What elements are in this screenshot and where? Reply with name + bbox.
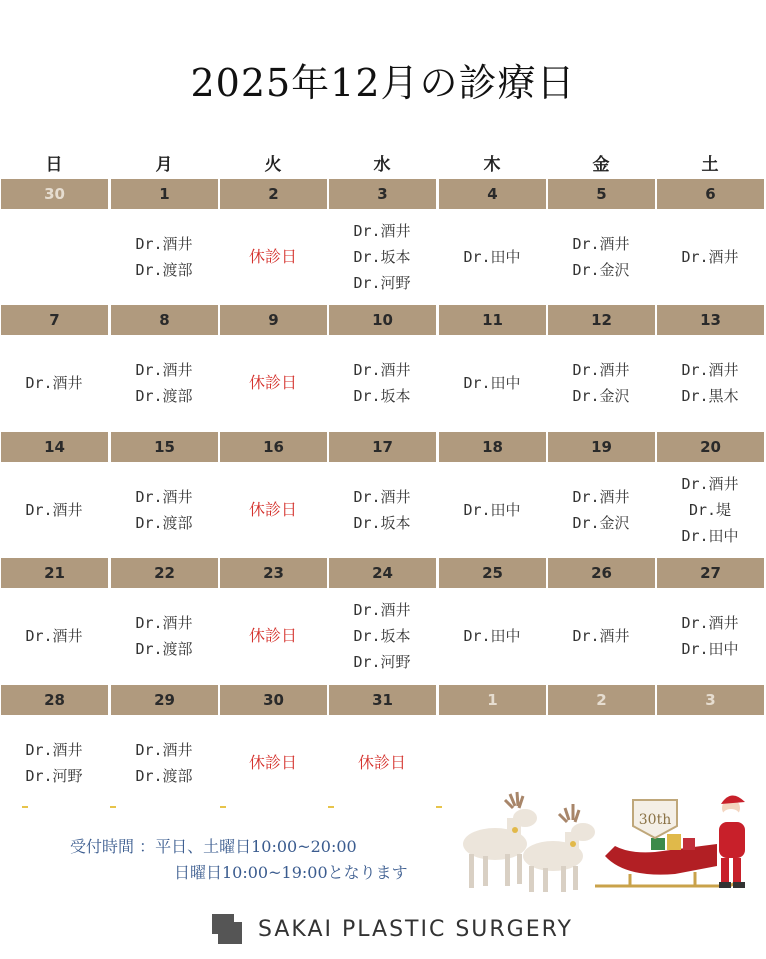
day-cell <box>328 209 436 305</box>
day-cell <box>547 462 655 558</box>
doctor-name: Dr.酒井 <box>572 627 630 645</box>
doctor-name: Dr.酒井 <box>353 222 411 240</box>
doctor-name: Dr.金沢 <box>572 514 630 532</box>
closed-day-label: 休診日 <box>248 753 297 772</box>
day-cell <box>328 462 436 558</box>
day-number: 1 <box>439 685 546 715</box>
day-cell <box>0 335 108 431</box>
day-cell <box>328 715 436 811</box>
doctor-name: Dr.田中 <box>681 527 739 545</box>
day-number: 5 <box>548 179 655 209</box>
sleigh-icon <box>595 834 737 886</box>
day-cell <box>219 335 327 431</box>
doctor-name: Dr.酒井 <box>25 741 83 759</box>
closed-day-label: 休診日 <box>248 500 297 519</box>
day-number: 23 <box>220 558 327 588</box>
anniversary-badge-text: 30th <box>638 812 672 828</box>
divider-dash <box>436 806 442 808</box>
day-cell <box>438 209 546 305</box>
doctor-name: Dr.酒井 <box>135 361 193 379</box>
reception-hours <box>70 834 408 886</box>
doctor-name: Dr.酒井 <box>353 361 411 379</box>
doctor-name: Dr.黒木 <box>681 387 739 405</box>
day-number: 11 <box>439 305 546 335</box>
reindeer-icon <box>463 792 537 888</box>
day-number: 6 <box>657 179 764 209</box>
doctor-name: Dr.酒井 <box>681 361 739 379</box>
doctor-name: Dr.酒井 <box>572 235 630 253</box>
closed-day-label: 休診日 <box>248 247 297 266</box>
doctor-name: Dr.坂本 <box>353 627 411 645</box>
doctor-name: Dr.酒井 <box>681 614 739 632</box>
doctor-name: Dr.田中 <box>463 374 521 392</box>
doctor-name: Dr.河野 <box>353 274 411 292</box>
doctor-name: Dr.渡部 <box>135 387 193 405</box>
doctor-name: Dr.酒井 <box>681 475 739 493</box>
day-number: 16 <box>220 432 327 462</box>
doctor-name: Dr.酒井 <box>353 488 411 506</box>
day-cell <box>110 335 218 431</box>
reception-hours-line2: 日曜日10:00~19:00となります <box>174 863 408 882</box>
day-cell <box>0 209 108 305</box>
day-cell <box>547 209 655 305</box>
day-number: 31 <box>329 685 436 715</box>
day-number: 2 <box>220 179 327 209</box>
day-number: 27 <box>657 558 764 588</box>
day-number: 26 <box>548 558 655 588</box>
day-cell <box>219 462 327 558</box>
day-number: 29 <box>111 685 218 715</box>
doctor-name: Dr.田中 <box>681 640 739 658</box>
day-number: 30 <box>220 685 327 715</box>
day-number: 22 <box>111 558 218 588</box>
doctor-name: Dr.酒井 <box>135 741 193 759</box>
day-number: 24 <box>329 558 436 588</box>
doctor-name: Dr.田中 <box>463 627 521 645</box>
doctor-name: Dr.渡部 <box>135 640 193 658</box>
day-cell <box>438 462 546 558</box>
day-number: 19 <box>548 432 655 462</box>
day-number: 2 <box>548 685 655 715</box>
doctor-name: Dr.堤 <box>688 501 732 519</box>
day-cell <box>438 588 546 684</box>
doctor-name: Dr.坂本 <box>353 387 411 405</box>
christmas-illustration <box>455 786 765 896</box>
day-cell <box>438 335 546 431</box>
doctor-name: Dr.酒井 <box>572 488 630 506</box>
doctor-name: Dr.河野 <box>25 767 83 785</box>
doctor-name: Dr.酒井 <box>135 614 193 632</box>
reception-hours-line1: 受付時間 ：平日、土曜日10:00~20:00 <box>70 837 357 856</box>
weekday-label: 金 <box>592 155 610 175</box>
page-title: 2025年12月の診療日 <box>190 61 576 105</box>
day-number: 9 <box>220 305 327 335</box>
weekday-label: 水 <box>373 155 391 175</box>
day-number: 7 <box>1 305 108 335</box>
divider-dash <box>220 806 226 808</box>
day-number: 15 <box>111 432 218 462</box>
day-number: 4 <box>439 179 546 209</box>
day-cell <box>110 715 218 811</box>
doctor-name: Dr.渡部 <box>135 261 193 279</box>
day-number: 25 <box>439 558 546 588</box>
doctor-name: Dr.酒井 <box>135 235 193 253</box>
weekday-label: 日 <box>45 155 63 175</box>
day-cell <box>656 335 764 431</box>
day-number: 20 <box>657 432 764 462</box>
weekday-label: 月 <box>155 155 173 175</box>
day-cell <box>219 715 327 811</box>
logo-mark-icon <box>210 912 244 946</box>
day-cell <box>0 588 108 684</box>
closed-day-label: 休診日 <box>248 373 297 392</box>
day-cell <box>656 462 764 558</box>
day-cell <box>219 588 327 684</box>
weekday-label: 火 <box>264 155 282 175</box>
doctor-name: Dr.酒井 <box>25 627 83 645</box>
divider-dash <box>22 806 28 808</box>
doctor-name: Dr.酒井 <box>25 374 83 392</box>
doctor-name: Dr.坂本 <box>353 248 411 266</box>
weekday-header-row <box>0 150 766 174</box>
day-cell <box>110 588 218 684</box>
day-cell <box>110 462 218 558</box>
closed-day-label: 休診日 <box>357 753 406 772</box>
doctor-name: Dr.酒井 <box>25 501 83 519</box>
day-cell <box>328 335 436 431</box>
day-number: 12 <box>548 305 655 335</box>
doctor-name: Dr.河野 <box>353 653 411 671</box>
weekday-label: 木 <box>483 155 501 175</box>
clinic-logo-text: SAKAI PLASTIC SURGERY <box>258 916 573 942</box>
day-number: 17 <box>329 432 436 462</box>
doctor-name: Dr.渡部 <box>135 514 193 532</box>
day-cell <box>547 335 655 431</box>
doctor-name: Dr.渡部 <box>135 767 193 785</box>
doctor-name: Dr.酒井 <box>572 361 630 379</box>
day-cell <box>110 209 218 305</box>
doctor-name: Dr.坂本 <box>353 514 411 532</box>
day-number: 14 <box>1 432 108 462</box>
day-number: 30 <box>1 179 108 209</box>
doctor-name: Dr.酒井 <box>353 601 411 619</box>
doctor-name: Dr.田中 <box>463 248 521 266</box>
day-cell <box>0 462 108 558</box>
day-number: 3 <box>657 685 764 715</box>
day-number: 10 <box>329 305 436 335</box>
anniversary-badge-icon <box>633 800 677 838</box>
day-number: 13 <box>657 305 764 335</box>
weekday-label: 土 <box>701 155 719 175</box>
day-number: 28 <box>1 685 108 715</box>
closed-day-label: 休診日 <box>248 626 297 645</box>
divider-dash <box>110 806 116 808</box>
day-cell <box>328 588 436 684</box>
day-cell <box>0 715 108 811</box>
day-number: 3 <box>329 179 436 209</box>
clinic-logo <box>210 912 573 946</box>
day-cell <box>219 209 327 305</box>
doctor-name: Dr.田中 <box>463 501 521 519</box>
divider-dash <box>328 806 334 808</box>
day-cell <box>656 588 764 684</box>
day-number: 8 <box>111 305 218 335</box>
day-cell <box>547 588 655 684</box>
day-number: 18 <box>439 432 546 462</box>
day-number: 1 <box>111 179 218 209</box>
doctor-name: Dr.酒井 <box>681 248 739 266</box>
santa-icon <box>719 795 745 888</box>
doctor-name: Dr.金沢 <box>572 261 630 279</box>
doctor-name: Dr.酒井 <box>135 488 193 506</box>
doctor-name: Dr.金沢 <box>572 387 630 405</box>
day-cell <box>656 209 764 305</box>
day-number: 21 <box>1 558 108 588</box>
